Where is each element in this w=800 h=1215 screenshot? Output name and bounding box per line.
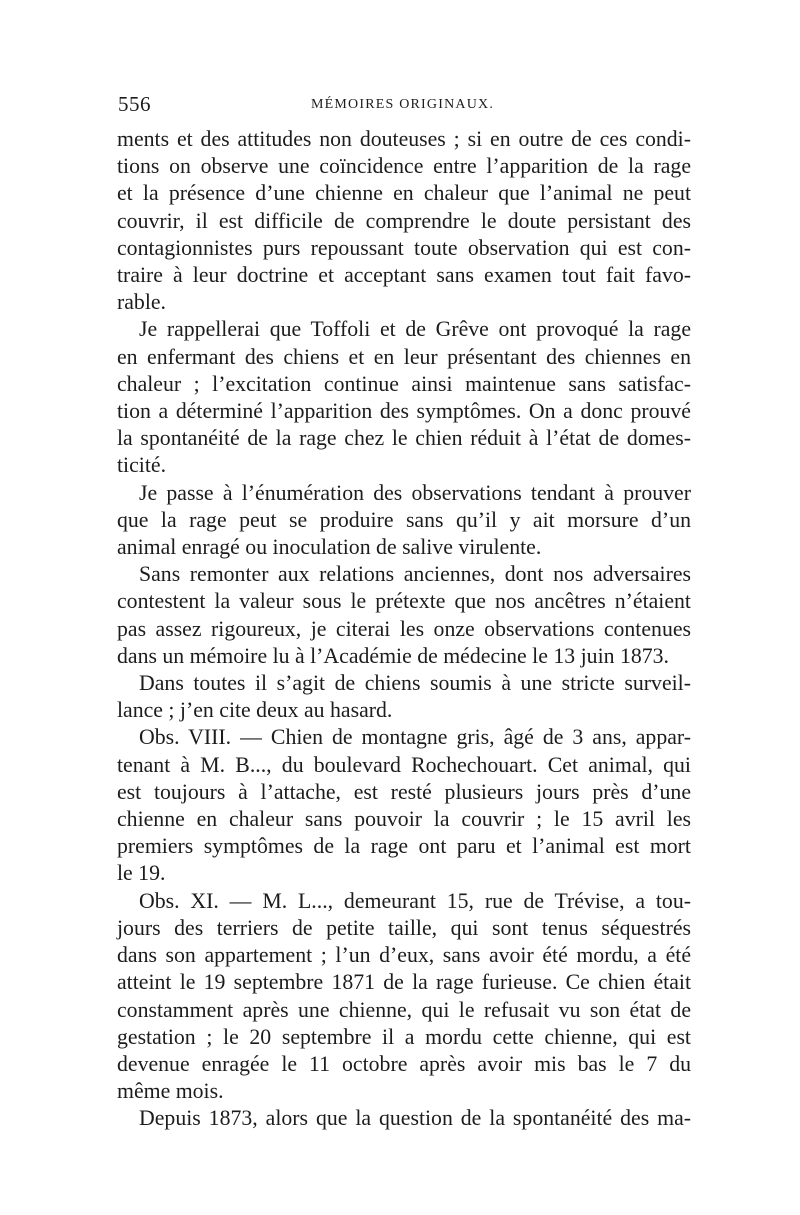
page-number: 556 [118, 92, 151, 116]
text-line: rable. [117, 290, 167, 315]
text-line: Obs. XI. — M. L..., demeurant 15, rue de Trévise, a tou- [139, 888, 691, 913]
paragraph [117, 126, 691, 316]
text-line: en enfermant des chiens et en leur présentant des chiennes en [117, 344, 691, 369]
paragraph [117, 561, 691, 670]
text-line: contagionnistes purs repoussant toute observation qui est con- [117, 235, 691, 260]
text-line: même mois. [117, 1079, 224, 1104]
text-line: ments et des attitudes non douteuses ; si en outre de ces condi- [117, 127, 691, 151]
text-line: atteint le 19 septembre 1871 de la rage furieuse. Ce chien était [117, 970, 691, 995]
text-line: Je passe à l’énumération des observations tendant à prouver [139, 480, 691, 505]
text-line: constamment après une chienne, qui le refusait vu son état de [117, 997, 691, 1022]
paragraph [117, 670, 691, 724]
text-line: est toujours à l’attache, est resté plusieurs jours près d’une [117, 779, 691, 804]
body-text [117, 126, 691, 1133]
paragraph [117, 316, 691, 479]
text-line: gestation ; le 20 septembre il a mordu cette chienne, qui est [117, 1024, 691, 1049]
text-line: tenant à M. B..., du boulevard Rochechouart. Cet animal, qui [117, 752, 691, 777]
text-line: Sans remonter aux relations anciennes, dont nos adversaires [139, 562, 691, 587]
paragraph [117, 480, 691, 562]
text-line: que la rage peut se produire sans qu’il y ait morsure d’un [117, 507, 691, 532]
observation-viii [117, 724, 691, 887]
text-line: Depuis 1873, alors que la question de la spontanéité des ma- [139, 1106, 691, 1131]
text-line: le 19. [117, 861, 166, 886]
text-line: animal enragé ou inoculation de salive virulente. [117, 535, 542, 560]
text-line: dans son appartement ; l’un d’eux, sans avoir été mordu, a été [117, 943, 691, 968]
text-line: tions on observe une coïncidence entre l’apparition de la rage [117, 154, 691, 179]
text-line: devenue enragée le 11 octobre après avoir mis bas le 7 du [117, 1051, 691, 1076]
running-title: MÉMOIRES ORIGINAUX. [311, 97, 495, 112]
observation-xi [117, 888, 691, 1106]
text-line: chienne en chaleur sans pouvoir la couvrir ; le 15 avril les [117, 807, 691, 832]
text-line: et la présence d’une chienne en chaleur que l’animal ne peut [117, 181, 691, 206]
text-line: jours des terriers de petite taille, qui sont tenus séquestrés [117, 915, 691, 940]
text-line: Obs. VIII. — Chien de montagne gris, âgé de 3 ans, appar- [139, 725, 691, 750]
text-line: premiers symptômes de la rage ont paru et l’animal est mort [117, 834, 691, 859]
text-line: couvrir, il est difficile de comprendre le doute persistant des [117, 208, 691, 233]
page-header [118, 92, 690, 120]
paragraph [117, 1105, 691, 1132]
text-line: pas assez rigoureux, je citerai les onze observations contenues [117, 616, 691, 641]
text-line: Je rappellerai que Toffoli et de Grêve ont provoqué la rage [139, 317, 691, 342]
text-line: dans un mémoire lu à l’Académie de médecine le 13 juin 1873. [117, 643, 670, 668]
text-line: Dans toutes il s’agit de chiens soumis à une stricte surveil- [139, 671, 691, 696]
text-line: la spontanéité de la rage chez le chien réduit à l’état de domes- [117, 426, 691, 451]
text-line: traire à leur doctrine et acceptant sans examen tout fait favo- [117, 263, 691, 288]
text-line: ticité. [117, 453, 167, 478]
text-line: chaleur ; l’excitation continue ainsi maintenue sans satisfac- [117, 371, 691, 396]
text-line: lance ; j’en cite deux au hasard. [117, 698, 393, 723]
text-line: tion a déterminé l’apparition des symptômes. On a donc prouvé [117, 399, 691, 424]
text-line: contestent la valeur sous le prétexte que nos ancêtres n’étaient [117, 589, 691, 614]
